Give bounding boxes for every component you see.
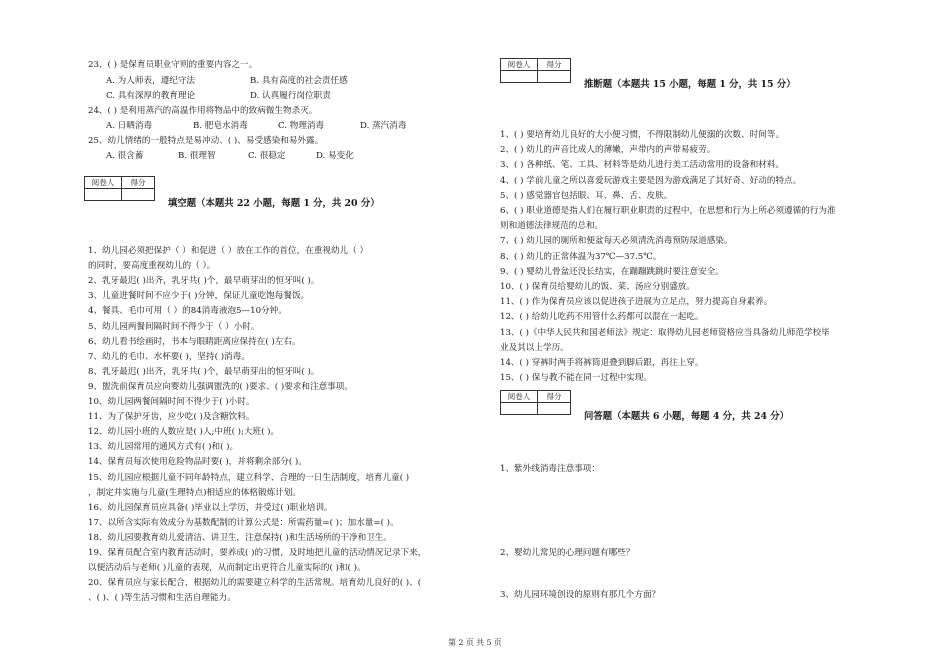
option-c: C. 具有深厚的教育理论: [106, 91, 196, 101]
judgement-line: 3、( ) 各种纸、笔、工具、材料等是幼儿进行美工活动常用的设备和材料。: [500, 160, 785, 171]
judgement-line: 2、( ) 幼儿的声音比成人的薄嫩，声带内的声带易疲劳。: [500, 145, 716, 156]
question-23: 23、( ) 是保育员职业守则的重要内容之一。: [88, 60, 258, 70]
page-footer: 第 2 页 共 5 页: [448, 638, 502, 647]
fill-in-line: 19、保育员配合室内教育活动时，要养成( )的习惯，及时地把儿童的活动情况记录下来，: [88, 548, 427, 558]
judgement-line: 则和道德法律规范的总和。: [500, 221, 604, 232]
judgement-line: 5、( ) 感觉器官包括眼、耳、鼻、舌、皮肤。: [500, 190, 673, 201]
score-label: 得分: [538, 391, 571, 403]
option-a: A. 很含蓄: [106, 151, 144, 161]
fill-in-line: 12、幼儿园小班的人数应是( )人;中班( );大班( )。: [88, 427, 280, 438]
judgement-line: 业及其以上学历。: [500, 342, 569, 353]
option-d: D. 认真履行岗位职责: [250, 91, 331, 101]
fill-in-line: 1、幼儿园必须把保护（ ）和促进（ ）放在工作的首位，在重视幼儿（ ）: [88, 246, 369, 256]
judgement-line: 4、( ) 学前儿童之所以喜爱玩游戏主要是因为游戏满足了其好奇、好动的特点。: [500, 175, 802, 186]
fill-in-line: 10、幼儿园两餐间隔时间不得少于( )小时。: [88, 397, 255, 407]
fill-in-line: 9、盥洗前保育员应向婴幼儿强调盥洗的( )要求、( )要求和注意事项。: [88, 381, 353, 392]
option-a: A. 日晒消毒: [106, 121, 153, 131]
score-cell[interactable]: [538, 403, 571, 415]
option-b: B. 具有高度的社会责任感: [250, 76, 348, 86]
section-title-fill: 填空题（本题共 22 小题，每题 1 分，共 20 分）: [168, 198, 380, 209]
score-label: 得分: [538, 59, 571, 71]
qa-question-3: 3、幼儿园环境创设的原则有那几个方面？: [500, 590, 661, 600]
grader-cell[interactable]: [85, 189, 122, 201]
fill-in-line: 2、乳牙最迟( )出齐，乳牙共( )个，最早萌芽出的恒牙叫( )。: [88, 276, 320, 287]
option-b: B. 肥皂水消毒: [193, 121, 248, 131]
section-title-judge: 推断题（本题共 15 小题，每题 1 分，共 15 分）: [584, 79, 796, 90]
judgement-line: 9、( ) 婴幼儿骨盆还没长结实，在蹦蹦跳跳时要注意安全。: [500, 266, 724, 277]
option-c: C. 很稳定: [248, 151, 286, 161]
fill-in-line: 11、为了保护牙齿，应少吃( )及含糖饮料。: [88, 412, 255, 423]
option-b: B. 很理智: [178, 151, 216, 161]
score-box: [500, 390, 571, 415]
fill-in-line: 的同时，要高度重视幼儿的（ ）。: [88, 261, 216, 272]
qa-question-1: 1、紫外线消毒注意事项：: [500, 464, 600, 474]
fill-in-line: 8、乳牙最迟( )出齐，乳牙共( )个，最早萌芽出的恒牙叫( )。: [88, 366, 320, 377]
judgement-line: 10、( ) 保育员给婴幼儿的饭、菜、汤应分别盛放。: [500, 282, 695, 292]
fill-in-line: 、( )、( )等生活习惯和生活自理能力。: [88, 593, 236, 604]
fill-in-line: 14、保育员每次使用危险物品时要( )，并将剩余部分( )。: [88, 457, 307, 468]
fill-in-line: 18、幼儿园要教育幼儿爱清洁、讲卫生，注意保持( )和生活场所的干净和卫生。: [88, 532, 392, 543]
fill-in-line: ，制定并实施与儿童(生理特点)相适应的体格锻炼计划。: [88, 487, 301, 498]
judgement-line: 8、( ) 幼儿的正常体温为37℃—37.5℃。: [500, 251, 662, 262]
grader-cell[interactable]: [501, 71, 538, 83]
section-title-qa: 问答题（本题共 6 小题，每题 4 分，共 24 分）: [584, 411, 790, 422]
score-box: [84, 176, 155, 201]
judgement-line: 7、( ) 幼儿园的厕所和便盆每天必须清洗消毒预防尿道感染。: [500, 236, 733, 247]
score-cell[interactable]: [122, 189, 155, 201]
fill-in-line: 16、幼儿园保育员应具备( )毕业以上学历，并受过( )职业培训。: [88, 502, 333, 513]
grader-label: 阅卷人: [85, 177, 122, 189]
fill-in-line: 17、以所含实际有效成分为基数配制的计算公式是：所需药量=( )；加水量=( )。: [88, 517, 399, 528]
score-label: 得分: [122, 177, 155, 189]
fill-in-line: 5、幼儿园两餐间隔时间不得少于（ ）小时。: [88, 321, 260, 332]
judgement-line: 1、( ) 要培育幼儿良好的大小便习惯，不得限制幼儿便溺的次数、时间等。: [500, 130, 785, 140]
question-24: 24、( ) 是利用蒸汽的高温作用将物品中的致病微生物杀灭。: [88, 106, 318, 116]
fill-in-line: 以便活动后与老师( )儿童的表现，从而制定出更符合儿童实际的( )和( )。: [88, 563, 366, 574]
score-box: [500, 58, 571, 83]
judgement-line: 15、( ) 保与教不能在同一过程中实现。: [500, 373, 653, 384]
judgement-line: 6、( ) 职业道德是指人们在履行职业职责的过程中，在思想和行为上所必须遵循的行为准: [500, 206, 836, 216]
question-25: 25、幼儿情绪的一般特点是易冲动、( )、易受感染和易外露。: [88, 136, 324, 146]
option-d: D. 易变化: [316, 151, 354, 161]
option-a: A. 为人师表，遵纪守法: [106, 76, 196, 86]
fill-in-line: 20、保育员应与家长配合，根据幼儿的需要建立科学的生活常规。培育幼儿良好的( )、(: [88, 578, 422, 589]
grader-label: 阅卷人: [501, 59, 538, 71]
grader-cell[interactable]: [501, 403, 538, 415]
judgement-line: 14、( ) 穿裤时两手将裤筒退叠到脚后跟，再往上穿。: [500, 358, 704, 368]
judgement-line: 13、( )《中华人民共和国老师法》规定：取得幼儿园老师资格应当具备幼儿师范学校毕: [500, 327, 830, 338]
grader-label: 阅卷人: [501, 391, 538, 403]
judgement-line: 12、( ) 给幼儿吃药不用管什么药都可以混在一起吃。: [500, 312, 704, 323]
option-d: D. 蒸汽消毒: [360, 121, 407, 131]
judgement-line: 11、( ) 作为保育员应该以促进孩子进展为立足点，努力提高自身素养。: [500, 297, 773, 308]
option-c: C. 物理消毒: [278, 121, 325, 131]
fill-in-line: 6、幼儿看书绘画时，书本与眼睛距离应保持在( )左右。: [88, 336, 301, 347]
fill-in-line: 3、儿童进餐时间不应少于( )分钟，保证儿童吃饱每餐饭。: [88, 291, 310, 302]
qa-question-2: 2、婴幼儿常见的心理问题有哪些？: [500, 548, 635, 558]
fill-in-line: 15、幼儿园应根据儿童不同年龄特点，建立科学、合理的一日生活制度，培育儿童( ): [88, 472, 410, 483]
fill-in-line: 4、餐具、毛巾可用（ ）的84消毒液泡5—10分钟。: [88, 306, 287, 317]
fill-in-line: 7、幼儿的毛巾、水杯要( )，坚持( )消毒。: [88, 351, 250, 362]
score-cell[interactable]: [538, 71, 571, 83]
fill-in-line: 13、幼儿园常用的通风方式有( )和( )。: [88, 442, 239, 453]
